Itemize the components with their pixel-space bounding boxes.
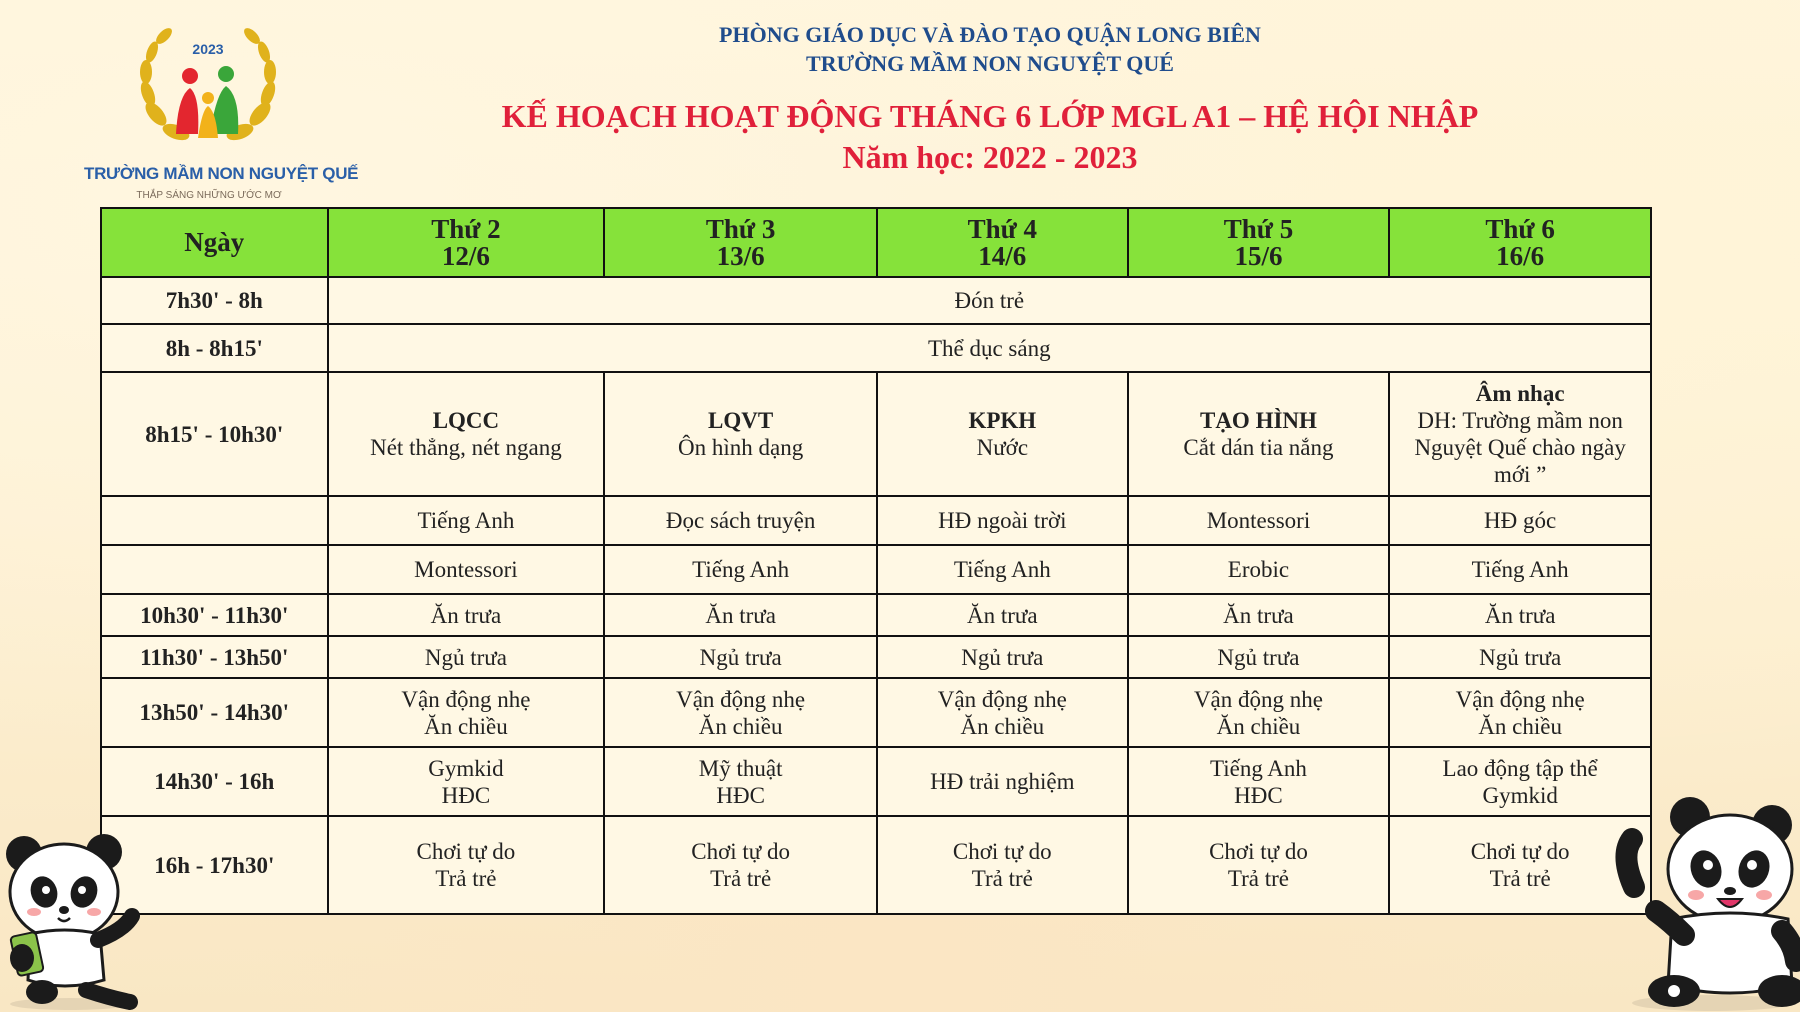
day-column-header: Thứ 4 14/6 bbox=[877, 208, 1128, 277]
day-column-header: Thứ 5 15/6 bbox=[1128, 208, 1390, 277]
school-year: Năm học: 2022 - 2023 bbox=[842, 139, 1138, 175]
activity-cell: Tiếng Anh bbox=[877, 545, 1128, 594]
activity-cell: Montessori bbox=[1128, 496, 1390, 545]
activity-cell: Vận động nhẹ Ăn chiều bbox=[1128, 678, 1390, 747]
time-cell bbox=[101, 496, 328, 545]
table-row bbox=[101, 678, 1651, 747]
activity-cell: HĐ ngoài trời bbox=[877, 496, 1128, 545]
time-cell: 8h15' - 10h30' bbox=[101, 372, 328, 496]
activity-cell: Erobic bbox=[1128, 545, 1390, 594]
table-row bbox=[101, 594, 1651, 636]
page-header bbox=[340, 20, 1640, 178]
time-cell: 13h50' - 14h30' bbox=[101, 678, 328, 747]
schedule-table bbox=[100, 207, 1652, 915]
activity-cell: Chơi tự do Trả trẻ bbox=[1128, 816, 1390, 914]
activity-cell: LQCC Nét thẳng, nét ngang bbox=[328, 372, 605, 496]
activity-cell: Ăn trưa bbox=[328, 594, 605, 636]
time-cell: 7h30' - 8h bbox=[101, 277, 328, 324]
activity-cell: Ăn trưa bbox=[604, 594, 877, 636]
activity-cell: Ăn trưa bbox=[1128, 594, 1390, 636]
time-cell bbox=[101, 545, 328, 594]
activity-cell: Ngủ trưa bbox=[877, 636, 1128, 678]
day-column-header: Thứ 6 16/6 bbox=[1389, 208, 1651, 277]
department-name: PHÒNG GIÁO DỤC VÀ ĐÀO TẠO QUẬN LONG BIÊN bbox=[719, 22, 1261, 47]
activity-cell: Lao động tập thể Gymkid bbox=[1389, 747, 1651, 816]
time-cell: 11h30' - 13h50' bbox=[101, 636, 328, 678]
school-logo-icon bbox=[128, 14, 288, 154]
school-logo bbox=[84, 14, 359, 201]
table-header-row bbox=[101, 208, 1651, 277]
activity-cell: KPKH Nước bbox=[877, 372, 1128, 496]
activity-cell: Đọc sách truyện bbox=[604, 496, 877, 545]
day-column-header: Thứ 2 12/6 bbox=[328, 208, 605, 277]
day-column-header: Thứ 3 13/6 bbox=[604, 208, 877, 277]
activity-cell: Tiếng Anh bbox=[604, 545, 877, 594]
activity-cell: HĐ góc bbox=[1389, 496, 1651, 545]
table-row bbox=[101, 747, 1651, 816]
activity-cell: Tiếng Anh bbox=[1389, 545, 1651, 594]
activity-cell: Gymkid HĐC bbox=[328, 747, 605, 816]
activity-cell: Ngủ trưa bbox=[1128, 636, 1390, 678]
activity-cell: Ngủ trưa bbox=[604, 636, 877, 678]
merged-activity-cell: Thể dục sáng bbox=[328, 324, 1651, 372]
activity-cell: LQVT Ôn hình dạng bbox=[604, 372, 877, 496]
activity-cell: Mỹ thuật HĐC bbox=[604, 747, 877, 816]
activity-cell: Tiếng Anh HĐC bbox=[1128, 747, 1390, 816]
waving-panda-icon bbox=[1612, 795, 1800, 1012]
activity-cell: Chơi tự do Trả trẻ bbox=[328, 816, 605, 914]
plan-title: KẾ HOẠCH HOẠT ĐỘNG THÁNG 6 LỚP MGL A1 – HỆ HỘI NHẬP bbox=[501, 98, 1479, 134]
table-row bbox=[101, 372, 1651, 496]
table-row bbox=[101, 277, 1651, 324]
activity-cell: Vận động nhẹ Ăn chiều bbox=[328, 678, 605, 747]
activity-cell: Chơi tự do Trả trẻ bbox=[604, 816, 877, 914]
activity-cell: Montessori bbox=[328, 545, 605, 594]
merged-activity-cell: Đón trẻ bbox=[328, 277, 1651, 324]
logo-slogan: THẮP SÁNG NHỮNG ƯỚC MƠ bbox=[136, 190, 282, 201]
table-row bbox=[101, 636, 1651, 678]
table-row bbox=[101, 324, 1651, 372]
activity-cell: Tiếng Anh bbox=[328, 496, 605, 545]
activity-cell: TẠO HÌNH Cắt dán tia nắng bbox=[1128, 372, 1390, 496]
activity-cell: Vận động nhẹ Ăn chiều bbox=[1389, 678, 1651, 747]
panda-with-phone-icon bbox=[0, 830, 170, 1012]
table-row bbox=[101, 496, 1651, 545]
logo-school-name: TRƯỜNG MẦM NON NGUYỆT QUẾ bbox=[84, 164, 359, 183]
time-cell: 16h - 17h30' bbox=[101, 816, 328, 914]
svg-text:2023: 2023 bbox=[192, 41, 224, 57]
time-cell: 8h - 8h15' bbox=[101, 324, 328, 372]
activity-cell: Âm nhạc DH: Trường mầm non Nguyệt Quế chào ngày mới ” bbox=[1389, 372, 1651, 496]
school-name: TRƯỜNG MẦM NON NGUYỆT QUÉ bbox=[806, 51, 1174, 76]
table-row bbox=[101, 816, 1651, 914]
activity-cell: Ăn trưa bbox=[877, 594, 1128, 636]
activity-cell: Vận động nhẹ Ăn chiều bbox=[604, 678, 877, 747]
time-cell: 10h30' - 11h30' bbox=[101, 594, 328, 636]
activity-cell: Ngủ trưa bbox=[328, 636, 605, 678]
day-header: Ngày bbox=[101, 208, 328, 277]
activity-cell: Ngủ trưa bbox=[1389, 636, 1651, 678]
time-cell: 14h30' - 16h bbox=[101, 747, 328, 816]
activity-cell: HĐ trải nghiệm bbox=[877, 747, 1128, 816]
activity-cell: Ăn trưa bbox=[1389, 594, 1651, 636]
activity-cell: Chơi tự do Trả trẻ bbox=[1389, 816, 1651, 914]
activity-cell: Vận động nhẹ Ăn chiều bbox=[877, 678, 1128, 747]
table-row bbox=[101, 545, 1651, 594]
activity-cell: Chơi tự do Trả trẻ bbox=[877, 816, 1128, 914]
